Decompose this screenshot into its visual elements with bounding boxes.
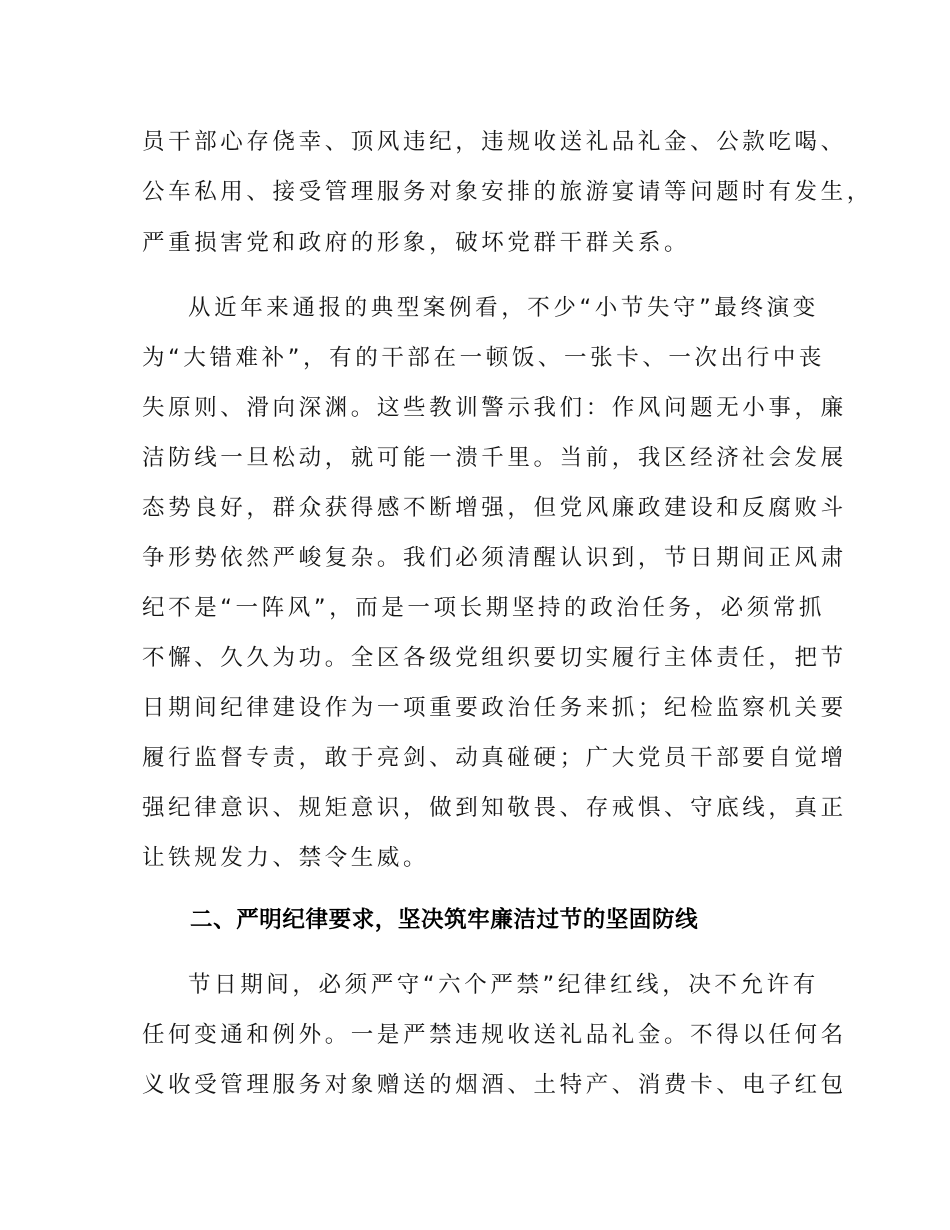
section-heading: 二、严明纪律要求，坚决筑牢廉洁过节的坚固防线 bbox=[190, 907, 699, 933]
text-line: 不懈、久久为功。全区各级党组织要切实履行主体责任，把节 bbox=[142, 645, 847, 671]
text-line: 节日期间，必须严守“六个严禁”纪律红线，决不允许有 bbox=[188, 972, 819, 998]
text-line: 洁防线一旦松动，就可能一溃千里。当前，我区经济社会发展 bbox=[142, 445, 847, 471]
text-line: 公车私用、接受管理服务对象安排的旅游宴请等问题时有发生， bbox=[142, 179, 873, 205]
text-line: 让铁规发力、禁令生威。 bbox=[142, 845, 430, 871]
text-line: 从近年来通报的典型案例看，不少“小节失守”最终演变 bbox=[188, 295, 819, 321]
text-line: 纪不是“一阵风”，而是一项长期坚持的政治任务，必须常抓 bbox=[142, 595, 826, 621]
text-line: 争形势依然严峻复杂。我们必须清醒认识到，节日期间正风肃 bbox=[142, 545, 847, 571]
text-line: 强纪律意识、规矩意识，做到知敬畏、存戒惧、守底线，真正 bbox=[142, 795, 847, 821]
text-line: 日期间纪律建设作为一项重要政治任务来抓；纪检监察机关要 bbox=[142, 695, 847, 721]
text-line: 态势良好，群众获得感不断增强，但党风廉政建设和反腐败斗 bbox=[142, 495, 847, 521]
text-line: 员干部心存侥幸、顶风违纪，违规收送礼品礼金、公款吃喝、 bbox=[142, 129, 847, 155]
text-line: 履行监督专责，敢于亮剑、动真碰硬；广大党员干部要自觉增 bbox=[142, 745, 847, 771]
text-line: 为“大错难补”，有的干部在一顿饭、一张卡、一次出行中丧 bbox=[142, 345, 826, 371]
text-line: 失原则、滑向深渊。这些教训警示我们：作风问题无小事，廉 bbox=[142, 395, 847, 421]
text-line: 严重损害党和政府的形象，破坏党群干群关系。 bbox=[142, 230, 691, 256]
text-line: 义收受管理服务对象赠送的烟酒、土特产、消费卡、电子红包 bbox=[142, 1072, 847, 1098]
text-line: 任何变通和例外。一是严禁违规收送礼品礼金。不得以任何名 bbox=[142, 1022, 847, 1048]
